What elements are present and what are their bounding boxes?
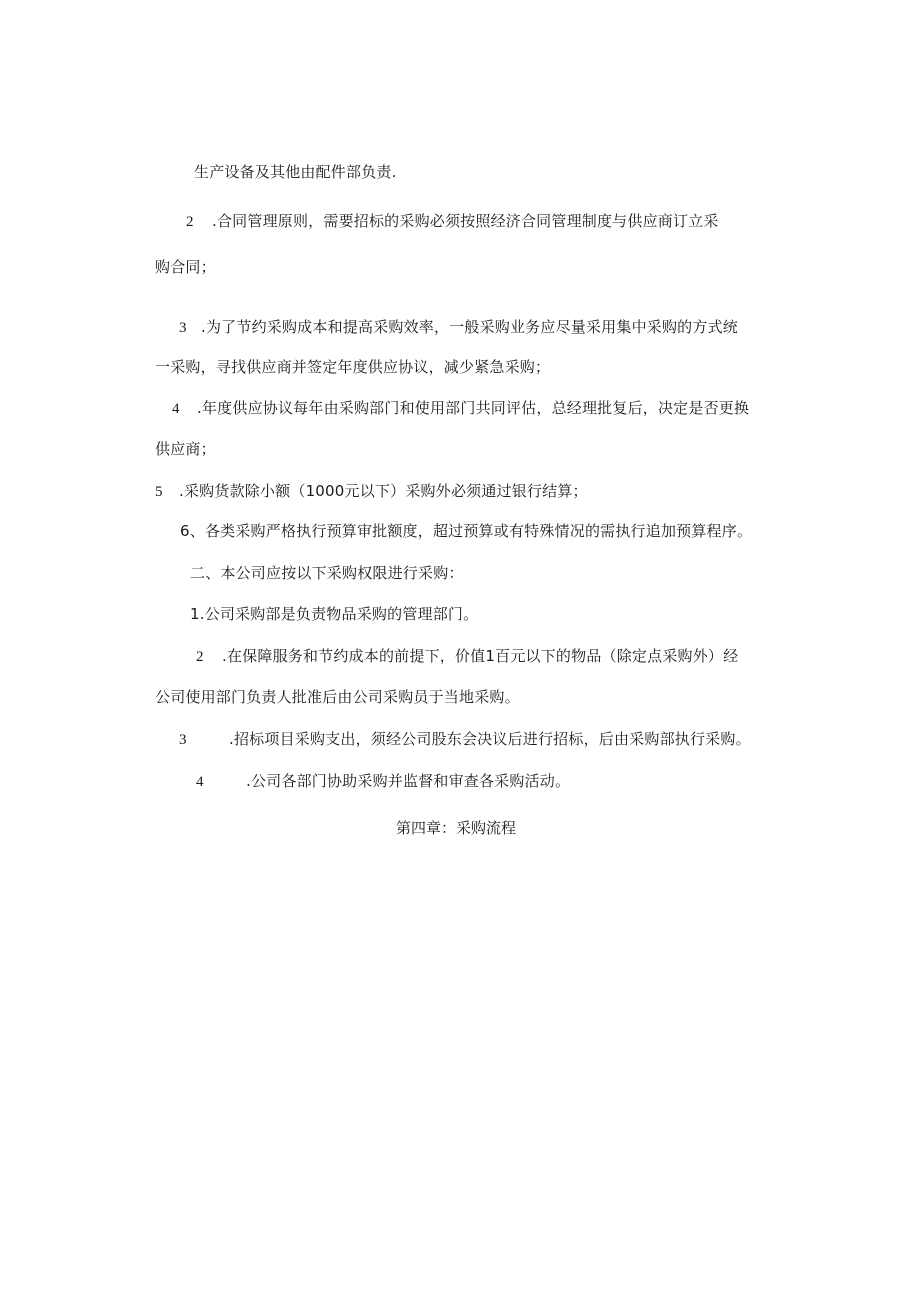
paragraph-line	[155, 357, 550, 377]
paragraph-line	[155, 687, 520, 707]
line-text: .合同管理原则，需要招标的采购必须按照经济合同管理制度与供应商订立采	[212, 212, 719, 230]
list-item-1	[190, 604, 478, 624]
line-text: .在保障服务和节约成本的前提下，价值1百元以下的物品（除定点采购外）经	[222, 647, 739, 665]
list-item-3	[179, 317, 738, 338]
list-number: 3	[179, 320, 187, 336]
line-text: 供应商；	[155, 440, 216, 458]
chapter-title: 第四章：采购流程	[396, 819, 517, 837]
line-text: 公司使用部门负责人批准后由公司采购员于当地采购。	[155, 688, 520, 706]
paragraph-line	[155, 257, 216, 277]
line-text: 一采购，寻找供应商并签定年度供应协议，减少紧急采购；	[155, 358, 551, 376]
list-item-4	[196, 771, 570, 792]
line-text: .采购货款除小额（1000元以下）采购外必须通过银行结算；	[179, 482, 588, 500]
line-text: 6、各类采购严格执行预算审批额度，超过预算或有特殊情况的需执行追加预算程序。	[180, 522, 753, 540]
paragraph-line	[180, 521, 752, 541]
list-item-4	[172, 398, 749, 419]
line-text: 购合同；	[155, 258, 216, 276]
paragraph-line	[194, 162, 397, 182]
list-number: 3	[179, 732, 187, 748]
list-number: 2	[196, 649, 204, 665]
list-item-5	[155, 481, 588, 502]
list-number: 5	[155, 484, 163, 500]
list-number: 2	[186, 214, 194, 230]
list-item-3	[179, 729, 751, 750]
paragraph-line	[155, 439, 216, 459]
list-number: 4	[196, 774, 204, 790]
line-text: 二、本公司应按以下采购权限进行采购：	[190, 564, 464, 582]
line-text: .为了节约采购成本和提高采购效率，一般采购业务应尽量采用集中采购的方式统	[201, 318, 738, 336]
list-number: 4	[172, 401, 180, 417]
line-text: .年度供应协议每年由采购部门和使用部门共同评估，总经理批复后，决定是否更换	[197, 399, 750, 417]
line-text: .公司各部门协助采购并监督和审查各采购活动。	[246, 772, 571, 790]
list-item-2	[196, 646, 738, 667]
list-item-2	[186, 211, 719, 232]
line-text: 生产设备及其他由配件部负责.	[194, 163, 397, 181]
line-text: 1.公司采购部是负责物品采购的管理部门。	[190, 605, 479, 623]
section-heading	[190, 563, 464, 583]
line-text: .招标项目采购支出，须经公司股东会决议后进行招标，后由采购部执行采购。	[229, 730, 751, 748]
